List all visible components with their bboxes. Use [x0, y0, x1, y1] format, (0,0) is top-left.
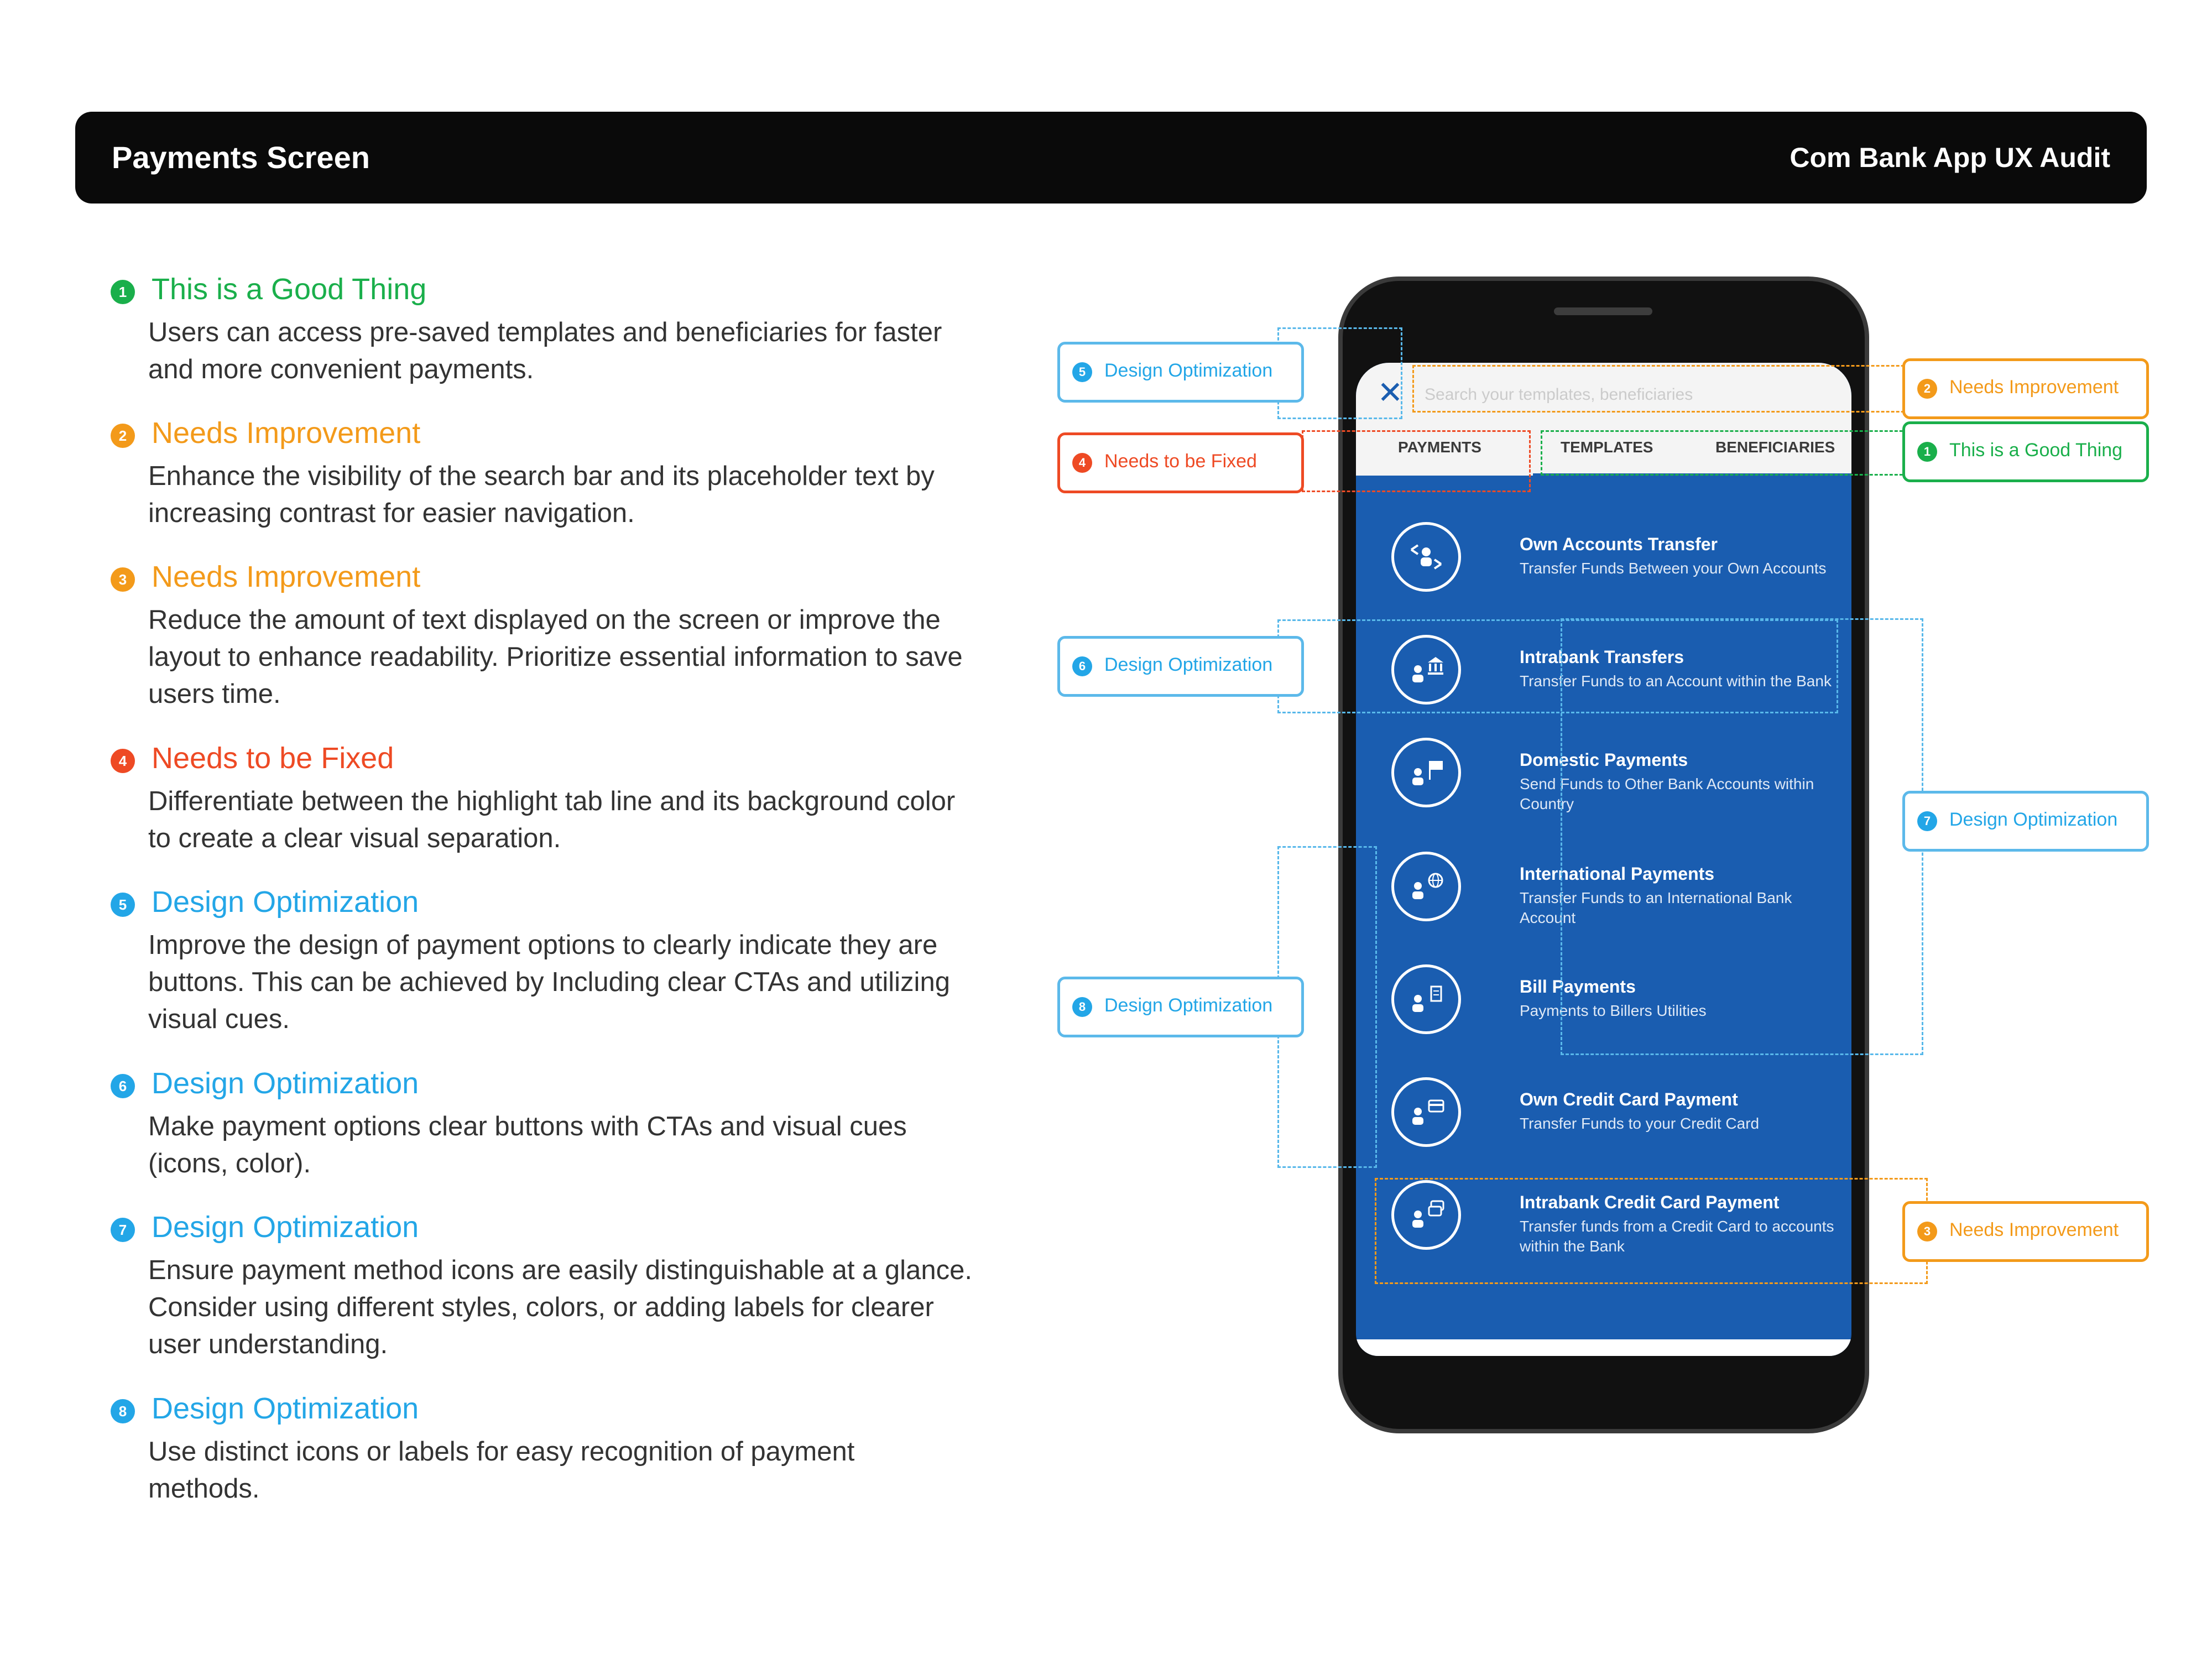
callout-8: 8 Design Optimization — [1057, 977, 1304, 1037]
finding-label: Design Optimization — [152, 885, 419, 919]
flag-icon — [1391, 738, 1461, 807]
callout-1: 1 This is a Good Thing — [1902, 421, 2149, 482]
highlight-last-option — [1375, 1178, 1928, 1284]
finding-3 — [111, 560, 1018, 713]
finding-number: 2 — [111, 424, 135, 448]
option-subtitle: Transfer Funds to an International Bank Account — [1520, 889, 1792, 926]
option-subtitle: Send Funds to Other Bank Accounts within Country — [1520, 775, 1814, 812]
finding-description: Users can access pre-saved templates and beneficiaries for faster and more convenient payments. — [148, 317, 942, 384]
page-title: Payments Screen — [112, 140, 370, 175]
bill-icon — [1391, 964, 1461, 1034]
finding-description: Reduce the amount of text displayed on the screen or improve the layout to enhance readability. Prioritize essential information to save users time. — [148, 605, 963, 709]
option-title: Domestic Payments — [1520, 750, 1688, 770]
finding-number: 7 — [111, 1218, 135, 1242]
finding-number: 5 — [111, 893, 135, 917]
tab-templates[interactable]: TEMPLATES — [1561, 439, 1653, 456]
finding-number: 4 — [111, 749, 135, 773]
finding-2 — [111, 416, 1018, 532]
credit-card-icon — [1391, 1077, 1461, 1147]
tab-payments[interactable]: PAYMENTS — [1398, 439, 1481, 456]
screen-bottom-bar — [1356, 1339, 1851, 1356]
payment-option-own-accounts[interactable] — [1391, 515, 1845, 598]
option-subtitle: Transfer funds from a Credit Card to accounts within the Bank — [1520, 1218, 1834, 1255]
finding-number: 3 — [111, 567, 135, 592]
phone-speaker — [1554, 307, 1652, 315]
finding-description: Make payment options clear buttons with CTAs and visual cues (icons, color). — [148, 1112, 907, 1178]
option-title: Intrabank Transfers — [1520, 647, 1684, 667]
finding-number: 6 — [111, 1074, 135, 1098]
header-bar — [75, 112, 2147, 204]
finding-label: Needs Improvement — [152, 560, 421, 593]
option-title: Bill Payments — [1520, 977, 1636, 997]
finding-6 — [111, 1066, 1018, 1182]
finding-description: Improve the design of payment options to clearly indicate they are buttons. This can be achieved by Including clear CTAs and utilizing visual cues. — [148, 930, 950, 1034]
finding-number: 8 — [111, 1399, 135, 1423]
finding-label: Design Optimization — [152, 1067, 419, 1100]
finding-8 — [111, 1391, 1018, 1507]
finding-7 — [111, 1210, 1018, 1363]
callout-7: 7 Design Optimization — [1902, 791, 2149, 852]
option-title: Own Credit Card Payment — [1520, 1089, 1738, 1109]
option-subtitle: Transfer Funds Between your Own Accounts — [1520, 560, 1827, 577]
page-subtitle: Com Bank App UX Audit — [1790, 142, 2110, 173]
tab-beneficiaries[interactable]: BENEFICIARIES — [1715, 439, 1835, 456]
finding-label: Design Optimization — [152, 1211, 419, 1244]
callout-5: 5 Design Optimization — [1057, 342, 1304, 403]
finding-4 — [111, 741, 1018, 857]
finding-1 — [111, 272, 1018, 388]
finding-label: Needs Improvement — [152, 416, 421, 450]
callout-3: 3 Needs Improvement — [1902, 1201, 2149, 1262]
callout-2: 2 Needs Improvement — [1902, 358, 2149, 419]
option-title: Intrabank Credit Card Payment — [1520, 1192, 1780, 1212]
option-title: Own Accounts Transfer — [1520, 534, 1718, 554]
finding-label: Needs to be Fixed — [152, 742, 394, 775]
option-title: International Payments — [1520, 864, 1715, 884]
finding-label: This is a Good Thing — [152, 273, 427, 306]
highlight-active-tab — [1302, 430, 1531, 492]
option-subtitle: Transfer Funds to an Account within the Bank — [1520, 672, 1832, 690]
finding-description: Enhance the visibility of the search bar and its placeholder text by increasing contrast for easier navigation. — [148, 461, 935, 528]
finding-5 — [111, 885, 1018, 1038]
callout-6: 6 Design Optimization — [1057, 636, 1304, 697]
finding-number: 1 — [111, 280, 135, 304]
close-icon[interactable]: ✕ — [1377, 375, 1404, 410]
finding-description: Ensure payment method icons are easily distinguishable at a glance. Consider using different styles, colors, or adding labels for clearer user understanding. — [148, 1255, 972, 1359]
callout-4: 4 Needs to be Fixed — [1057, 432, 1304, 493]
finding-label: Design Optimization — [152, 1392, 419, 1425]
option-subtitle: Transfer Funds to your Credit Card — [1520, 1115, 1760, 1132]
highlight-option-texts — [1561, 618, 1923, 1055]
finding-description: Use distinct icons or labels for easy recognition of payment methods. — [148, 1437, 855, 1504]
globe-icon — [1391, 852, 1461, 921]
option-subtitle: Payments to Billers Utilities — [1520, 1002, 1707, 1019]
payment-option-own-credit-card[interactable] — [1391, 1071, 1845, 1154]
transfer-arrows-icon — [1391, 522, 1461, 592]
finding-description: Differentiate between the highlight tab line and its background color to create a clear visual separation. — [148, 786, 956, 853]
